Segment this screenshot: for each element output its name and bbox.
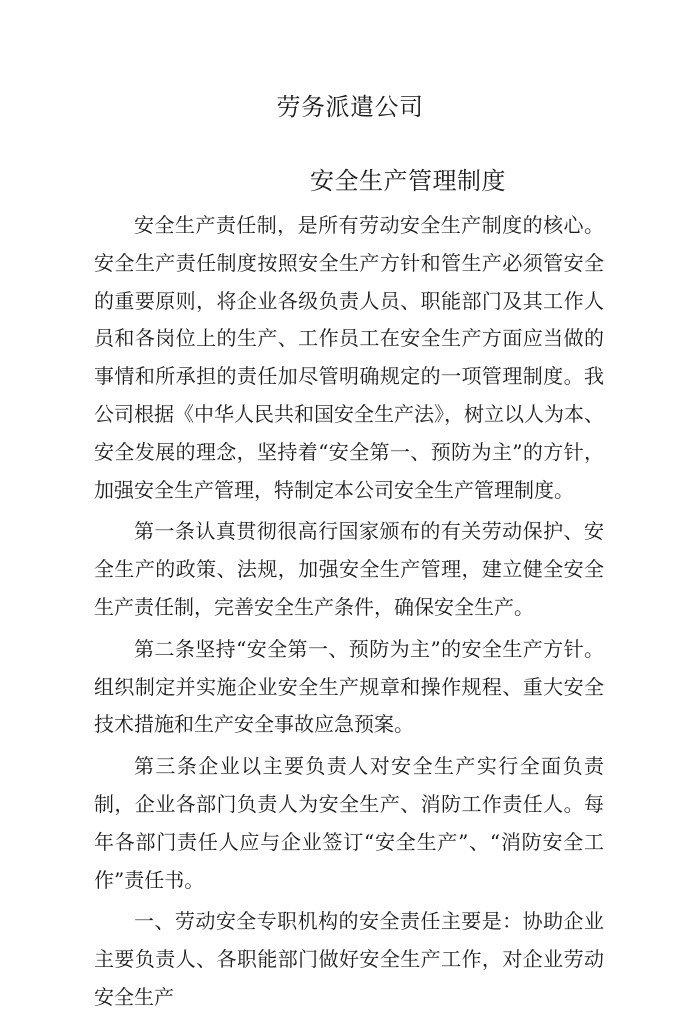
paragraph-article-1: 第一条认真贯彻很高行国家颁布的有关劳动保护、安全生产的政策、法规，加强安全生产管理，建立健全安全生产责任制，完善安全生产条件，确保安全生产。 xyxy=(94,519,604,619)
document-body xyxy=(94,207,604,1021)
paragraph-intro: 安全生产责任制，是所有劳动安全生产制度的核心。安全生产责任制度按照安全生产方针和管生产必须管安全的重要原则，将企业各级负责人员、职能部门及其工作人员和各岗位上的生产、工作员工在安全生产方面应当做的事情和所承担的责任加尽管明确规定的一项管理制度。我公司根据《中华人民共和国安全生产法》，树立以人为本、安全发展的理念，坚持着“安全第一、预防为主”的方针，加强安全生产管理，特制定本公司安全生产管理制度。 xyxy=(94,213,604,502)
paragraph-section-1: 一、劳动安全专职机构的安全责任主要是：协助企业主要负责人、各职能部门做好安全生产工作，对企业劳动安全生产 xyxy=(94,909,604,1009)
document-title: 安全生产管理制度 xyxy=(310,167,506,195)
paragraph-article-2: 第二条坚持“安全第一、预防为主”的安全生产方针。组织制定并实施企业安全生产规章和操作规程、重大安全技术措施和生产安全事故应急预案。 xyxy=(94,636,604,737)
company-title: 劳务派遣公司 xyxy=(276,93,424,121)
paragraph-article-3: 第三条企业以主要负责人对安全生产实行全面负责制，企业各部门负责人为安全生产、消防工作责任人。每年各部门责任人应与企业签订“安全生产”、“消防安全工作”责任书。 xyxy=(94,754,604,892)
